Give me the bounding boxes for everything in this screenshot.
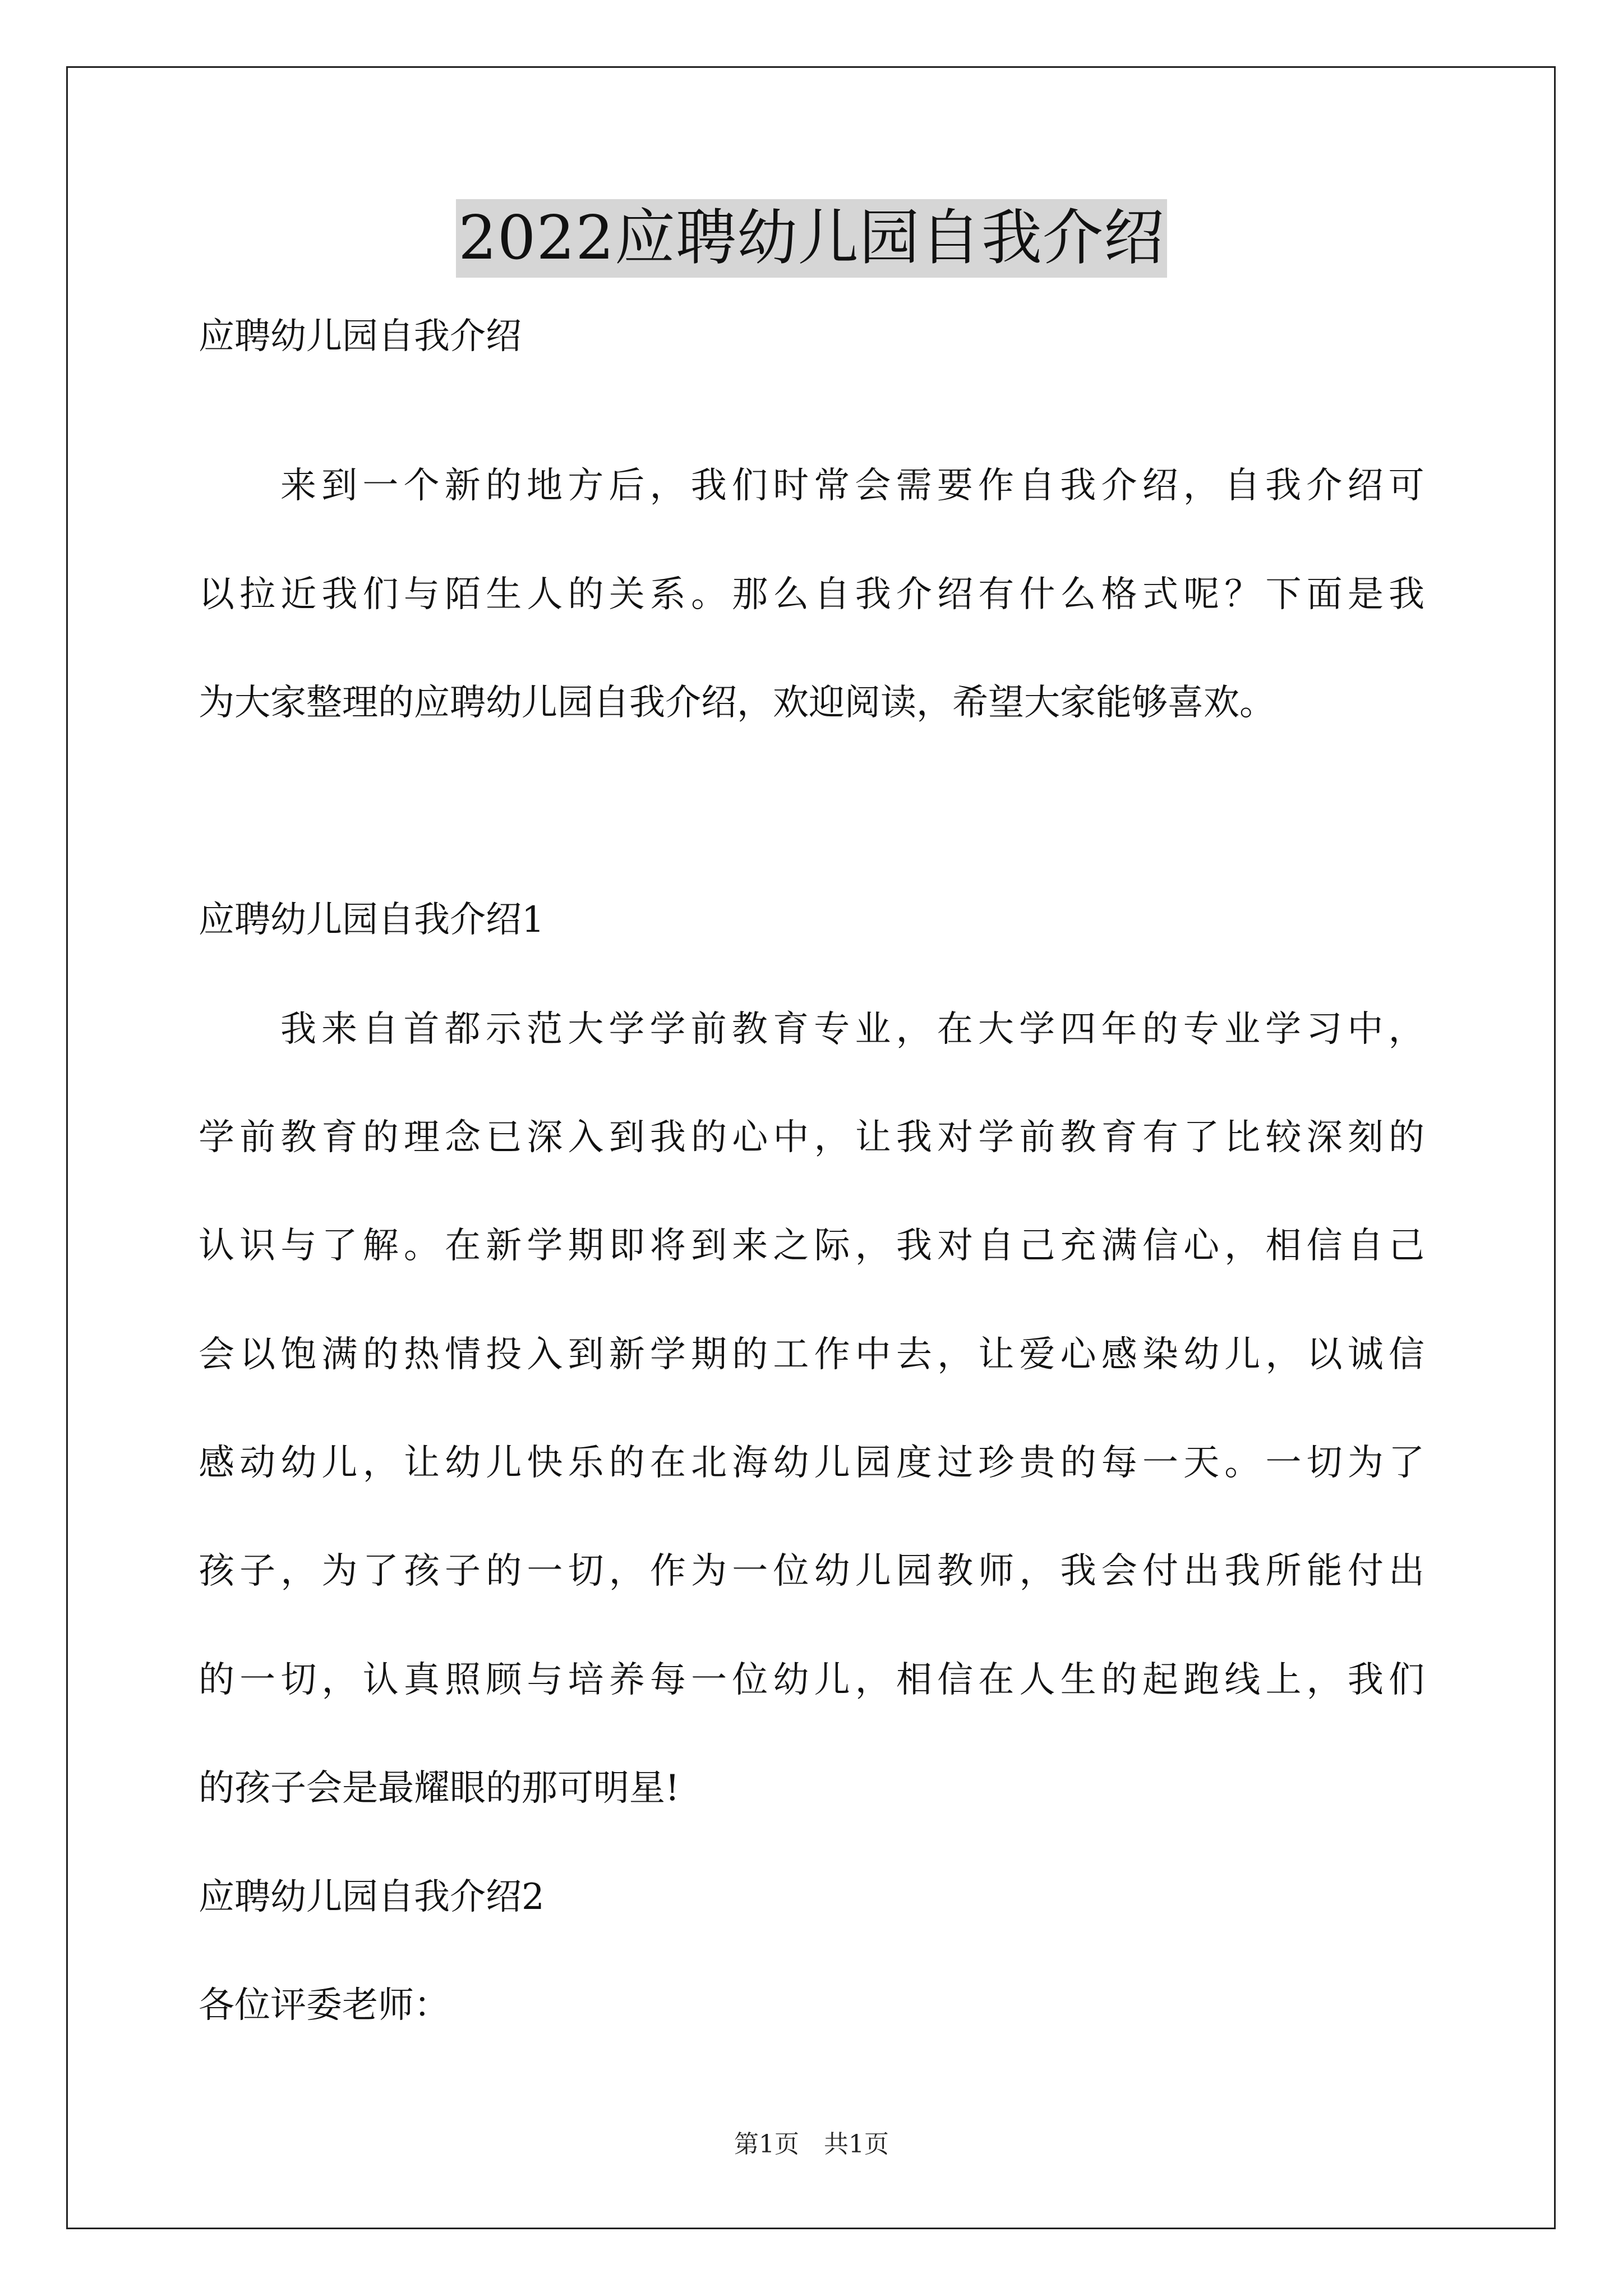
section2-heading: 应聘幼儿园自我介绍2 <box>199 1876 545 1918</box>
intro-paragraph-line: 来 到 一 个 新 的 地 方 后 ， 我 们 时 常 会 需 要 作 自 我 介 绍 ， 自 我 介 绍 可 <box>280 465 1424 507</box>
document-title: 2022应聘幼儿园自我介绍 <box>456 199 1167 278</box>
intro-heading: 应聘幼儿园自我介绍 <box>199 316 522 357</box>
section1-heading: 应聘幼儿园自我介绍1 <box>199 899 545 941</box>
title-container <box>0 199 1623 278</box>
section1-paragraph-line: 的 一 切 ， 认 真 照 顾 与 培 养 每 一 位 幼 儿 ， 相 信 在 人 生 的 起 跑 线 上 ， 我 们 <box>199 1659 1424 1701</box>
section1-paragraph-line: 认 识 与 了 解 。 在 新 学 期 即 将 到 来 之 际 ， 我 对 自 己 充 满 信 心 ， 相 信 自 己 <box>199 1225 1424 1267</box>
intro-paragraph-line: 以 拉 近 我 们 与 陌 生 人 的 关 系 。 那 么 自 我 介 绍 有 什 么 格 式 呢 ？ 下 面 是 我 <box>199 574 1424 615</box>
salutation: 各位评委老师： <box>199 1985 450 2026</box>
section1-paragraph-line: 感 动 幼 儿 ， 让 幼 儿 快 乐 的 在 北 海 幼 儿 园 度 过 珍 贵 的 每 一 天 。 一 切 为 了 <box>199 1442 1424 1484</box>
section1-paragraph-line: 我 来 自 首 都 示 范 大 学 学 前 教 育 专 业 ， 在 大 学 四 年 的 专 业 学 习 中 ， <box>280 1009 1424 1050</box>
section1-paragraph-line: 学 前 教 育 的 理 念 已 深 入 到 我 的 心 中 ， 让 我 对 学 前 教 育 有 了 比 较 深 刻 的 <box>199 1117 1424 1158</box>
section1-paragraph-line: 会 以 饱 满 的 热 情 投 入 到 新 学 期 的 工 作 中 去 ， 让 爱 心 感 染 幼 儿 ， 以 诚 信 <box>199 1334 1424 1375</box>
section1-paragraph-line: 孩 子 ， 为 了 孩 子 的 一 切 ， 作 为 一 位 幼 儿 园 教 师 ， 我 会 付 出 我 所 能 付 出 <box>199 1550 1424 1592</box>
intro-paragraph-line: 为大家整理的应聘幼儿园自我介绍，欢迎阅读，希望大家能够喜欢。 <box>199 682 1275 724</box>
page-footer: 第1页 共1页 <box>734 2130 889 2159</box>
section1-paragraph-line: 的孩子会是最耀眼的那可明星! <box>199 1768 680 1809</box>
